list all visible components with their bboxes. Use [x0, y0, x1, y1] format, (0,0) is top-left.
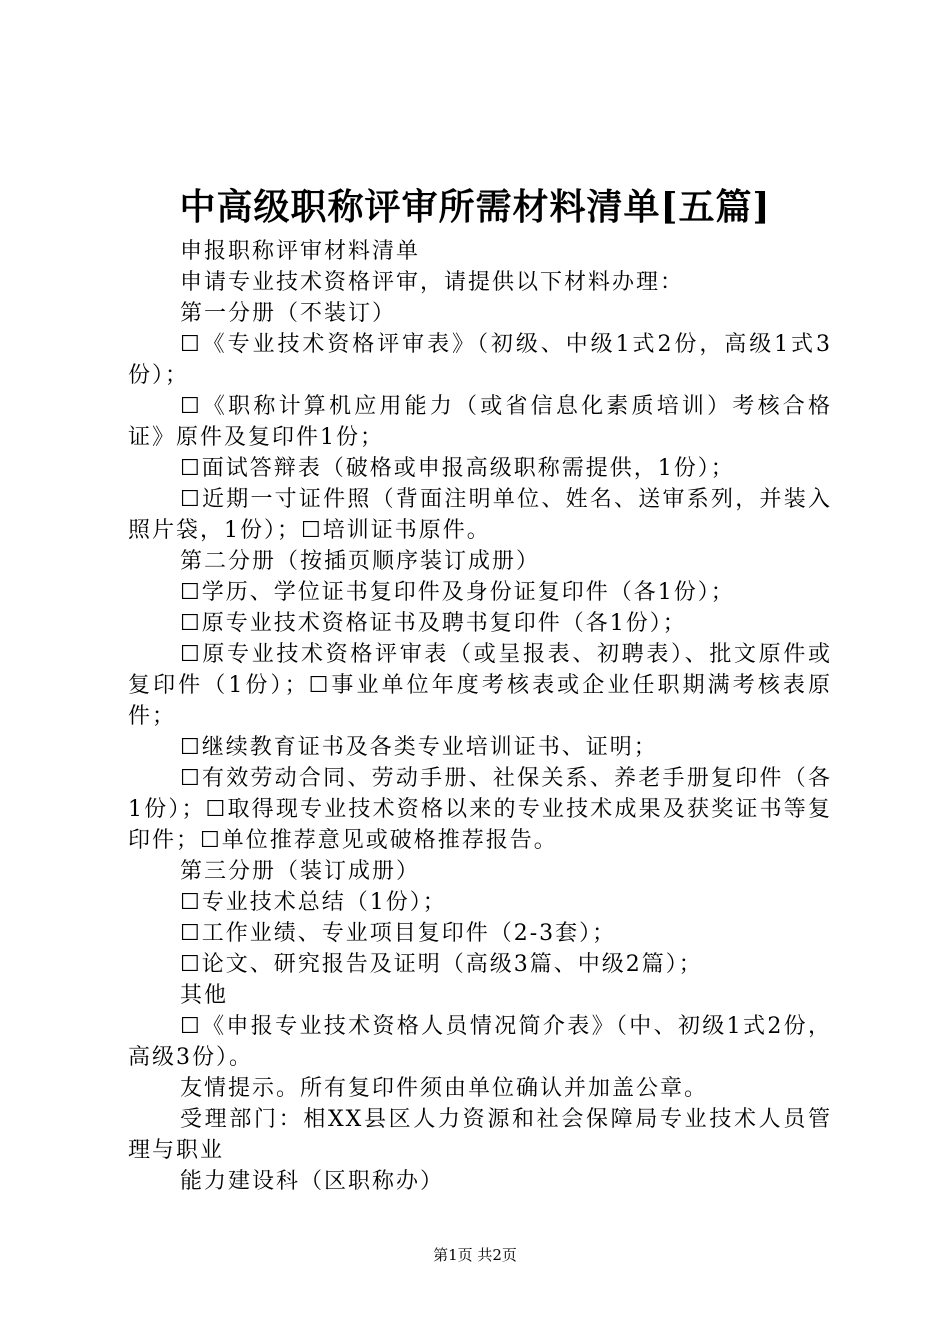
- tip-paragraph: 友情提示。所有复印件须由单位确认并加盖公章。: [180, 1076, 709, 1101]
- checklist-item: ☐面试答辩表（破格或申报高级职称需提供，1份）；: [180, 456, 735, 481]
- paragraph-intro: 申请专业技术资格评审，请提供以下材料办理：: [180, 270, 685, 295]
- checklist-item: ☐学历、学位证书复印件及身份证复印件（各1份）；: [180, 580, 735, 605]
- checklist-item: ☐《职称计算机应用能力（或省信息化素质培训）考核合格证》原件及复印件1份；: [128, 394, 832, 450]
- checklist-item: ☐有效劳动合同、劳动手册、社保关系、养老手册复印件（各1份）；☐取得现专业技术资格以来的专业技术成果及获奖证书等复印件；☐单位推荐意见或破格推荐报告。: [128, 766, 832, 853]
- checklist-item: ☐工作业绩、专业项目复印件（2-3套）；: [180, 921, 617, 946]
- checklist-item: ☐论文、研究报告及证明（高级3篇、中级2篇）；: [180, 952, 703, 977]
- department-paragraph: 受理部门：相XX县区人力资源和社会保障局专业技术人员管理与职业: [128, 1107, 832, 1163]
- document-body: [128, 236, 832, 1197]
- page-footer: 第1页 共2页: [433, 1246, 517, 1264]
- checklist-item: ☐《申报专业技术资格人员情况简介表》（中、初级1式2份，高级3份）。: [128, 1014, 832, 1070]
- checklist-item: ☐原专业技术资格证书及聘书复印件（各1份）；: [180, 611, 687, 636]
- section-volume-3: 第三分册（装订成册）: [180, 859, 421, 884]
- checklist-item: ☐继续教育证书及各类专业培训证书、证明；: [180, 735, 658, 760]
- paragraph-heading: 申报职称评审材料清单: [180, 239, 421, 264]
- section-volume-2: 第二分册（按插页顺序装订成册）: [180, 549, 541, 574]
- checklist-item: ☐《专业技术资格评审表》（初级、中级1式2份，高级1式3份）；: [128, 332, 832, 388]
- section-other: 其他: [180, 983, 229, 1008]
- department-paragraph-continued: 能力建设科（区职称办）: [180, 1169, 445, 1194]
- section-volume-1: 第一分册（不装订）: [180, 301, 397, 326]
- checklist-item: ☐专业技术总结（1份）；: [180, 890, 447, 915]
- checklist-item: ☐近期一寸证件照（背面注明单位、姓名、送审系列，并装入照片袋，1份）；☐培训证书原件。: [128, 487, 832, 543]
- document-title: 中高级职称评审所需材料清单[五篇]: [179, 186, 771, 228]
- checklist-item: ☐原专业技术资格评审表（或呈报表、初聘表）、批文原件或复印件（1份）；☐事业单位年度考核表或企业任职期满考核表原件；: [128, 642, 832, 729]
